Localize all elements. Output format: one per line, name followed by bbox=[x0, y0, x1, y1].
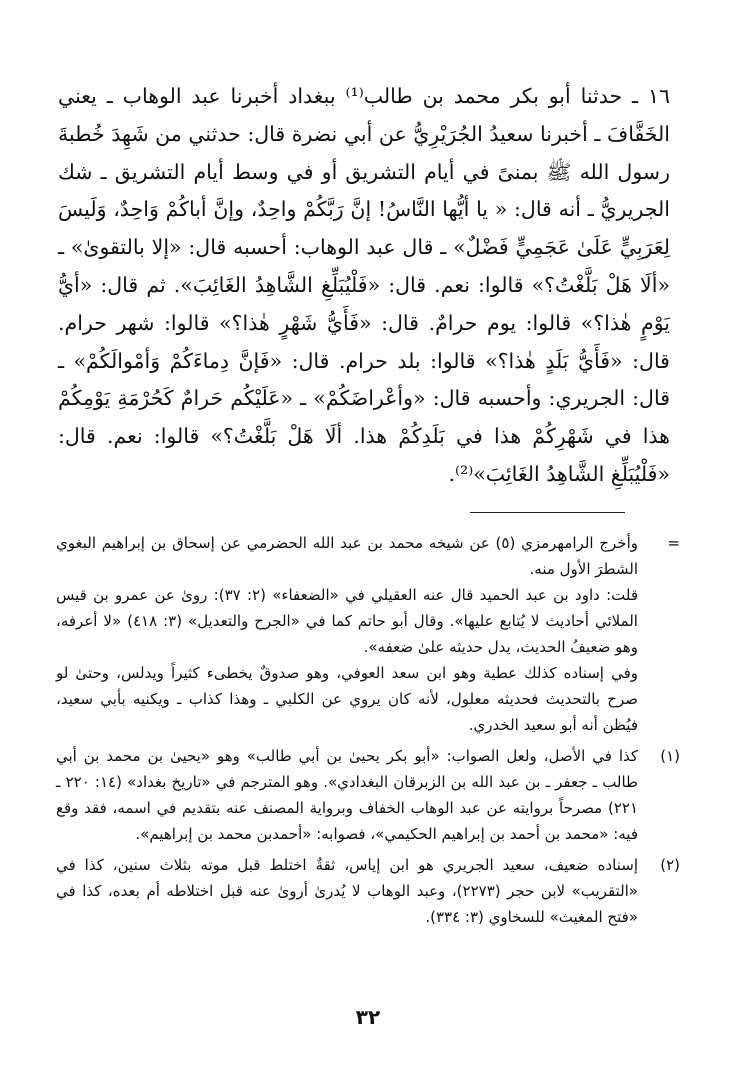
footnote-paragraph: قلت: داود بن عبد الحميد قال عنه العقيلي في «الضعفاء» (٢: ٣٧): روىٰ عن عمرو بن قيس الملائي أحاديث لا يُتابع عليها». وقال أبو حاتم كما في «الجرح والتعديل» (٣: ٤١٨) «لا أعرفه، وهو ضعيفُ الحديث، يدل حديثه علىٰ ضعفه». bbox=[56, 586, 639, 656]
footnote-1-text: كذا في الأصل، ولعل الصواب: «أبو بكر يحيىٰ بن أبي طالب» وهو «يحيىٰ بن محمد بن أبي طالب ـ جعفر ـ بن عبد الله بن الزبرقان البغدادي». وهو المترجم في «تاريخ بغداد» (١٤: ٢٢٠ ـ ٢٢١) مصرحاً بروايته عن عبد الوهاب الخفاف وبرواية المصنف عنه بتقديم في اسمه، فقد وقع فيه: «محمد بن أحمد بن إبراهيم الحكيمي»، فصوابه: «أحمدبن محمد بن إبراهيم». bbox=[56, 747, 638, 843]
footnote-divider bbox=[470, 512, 625, 513]
footnote-2-marker: (٢) bbox=[660, 856, 680, 874]
hadith-paragraph: ١٦ ـ حدثنا أبو بكر محمد بن طالب⁽¹⁾ ببغداد أخبرنا عبد الوهاب ـ يعني الخَفَّافَ ـ أخبرنا سعيدُ الجُرَيْرِيُّ عن أبي نضرة قال: حدثني من شَهِدَ خُطبةَ رسول الله ﷺ بمنىً في أيام التشريق أو في وسط أيام التشريق ـ شك الجريريُّ ـ أنه قال: « يا أيُّها النَّاسُ! إنَّ رَبَّكُمْ واحِدٌ، وإنَّ أباكُمْ وَاحِدٌ، وَلَيسَ لِعَرَبِيٍّ عَلَىٰ عَجَمِيٍّ فَضْلٌ» ـ قال عبد الوهاب: أحسبه قال: «إلا بالتقوىٰ» ـ «ألَا هَلْ بَلَّغْتُ؟» قالوا: نعم. قال: «فَلْيُبَلِّغِ الشَّاهِدُ الغَائِبَ». ثم قال: «أيُّ يَوْمٍ هٰذا؟» قالوا: يوم حرامٌ. قال: «فَأَيُّ شَهْرٍ هٰذا؟» قالوا: شهر حرام. قال: «فَأَيُّ بَلَدٍ هٰذا؟» قالوا: بلد حرام. قال: «فَإنَّ دِماءَكُمْ وَأمْوالَكُمْ» ـ قال: الجريري: وأحسبه قال: «وأعْراضَكُمْ» ـ «عَلَيْكُم حَرامٌ كَحُرْمَةِ يَوْمِكُمْ هذا في شَهْرِكُمْ هذا في بَلَدِكُمْ هذا. ألَا هَلْ بَلَّغْتُ؟» قالوا: نعم. قال: «فَلْيُبَلِّغِ الشَّاهِدُ الغَائِبَ»⁽²⁾. bbox=[58, 84, 670, 486]
footnote-paragraph: وأخرج الرامهرمزي (٥) عن شيخه محمد بن عبد الله الحضرمي عن إسحاق بن إبراهيم البغوي الشطرَ الأول منه. bbox=[56, 534, 638, 578]
footnote-2 bbox=[56, 852, 680, 930]
footnote-1-marker: (١) bbox=[660, 747, 680, 765]
footnote-continued-body bbox=[56, 530, 638, 738]
footnote-2-text: إسناده ضعيف، سعيد الجريري هو ابن إياس، ثقةٌ اختلط قبل موته بثلاث سنين، كذا في «التقريب» لابن حجر (٢٢٧٣)، وعبد الوهاب لا يُدرىٰ أروىٰ عنه قبل اختلاطه أم بعده، كذا في «فتح المغيث» للسخاوي (٣: ٣٣٤). bbox=[56, 856, 638, 926]
footnotes-section bbox=[56, 530, 680, 935]
footnote-paragraph: وفي إسناده كذلك عطية وهو ابن سعد العوفي، وهو صدوقٌ يخطىء كثيراً ويدلس، وحتىٰ لو صرح بالتحديث فحديثه معلول، لأنه كان يروي عن الكلبي ـ وهذا كذاب ـ ويكنيه بأبي سعيد، فيُظن أنه أبو سعيد الخدري. bbox=[56, 664, 638, 734]
page-number: ٣٢ bbox=[355, 1005, 381, 1029]
footnote-continued bbox=[56, 530, 680, 738]
continuation-marker: = bbox=[667, 534, 680, 552]
footnote-1 bbox=[56, 743, 680, 847]
hadith-text-block bbox=[58, 78, 670, 494]
